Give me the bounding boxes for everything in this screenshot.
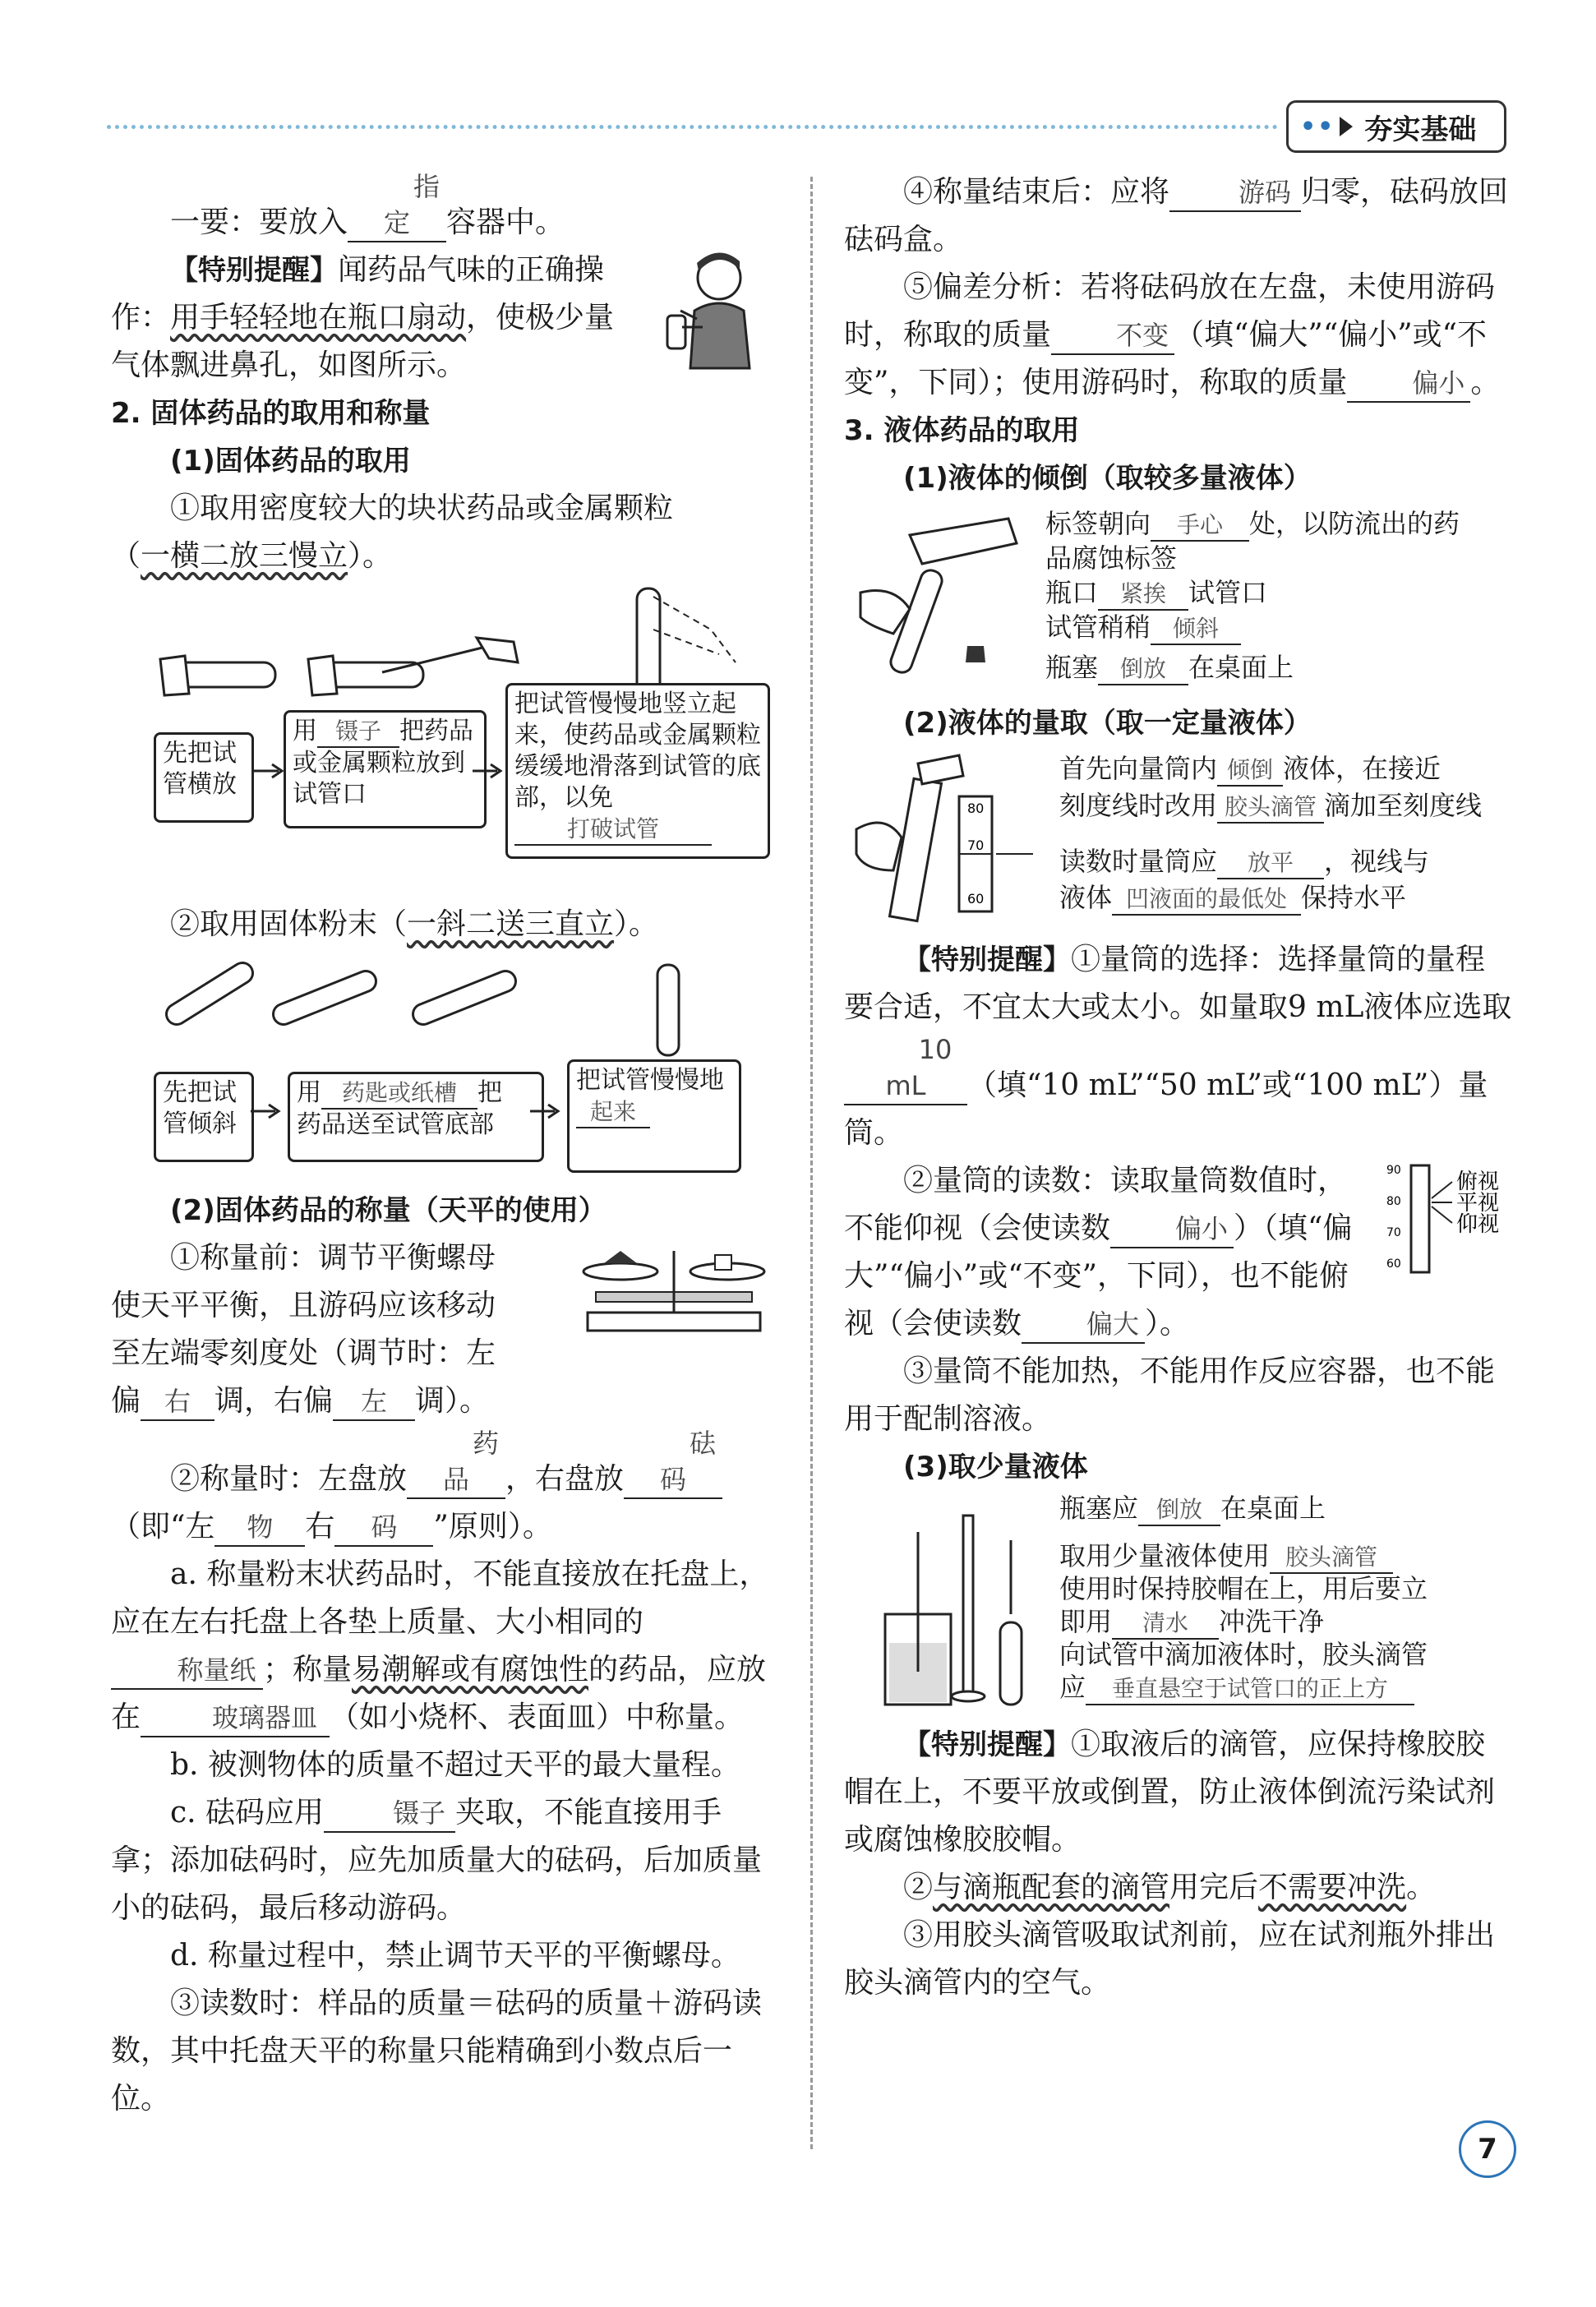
- arrow-icon: [530, 1103, 563, 1119]
- svg-text:平视: 平视: [1456, 1191, 1500, 1216]
- step-box: 用 药匙或纸槽 把 药品送至试管底部: [288, 1072, 544, 1162]
- view-angle-image: [1386, 1157, 1518, 1280]
- block-solid-figure: [111, 580, 781, 901]
- dropper-figure: 瓶塞应 倒放 在桌面上 取用少量液体使用 胶头滴管 使用时保持胶帽在上，用后要立 即用 清水 冲洗干净 向试管中滴加液体时，胶头滴管 应 垂直悬空于试管口的正上方: [844, 1491, 1514, 1721]
- left-column: 一要：要放入指定 容器中。 【特别提醒】闻药品气味的正确操 作：用手轻轻地在瓶口扇动，使极少量 气体飘进鼻孔，如图所示。 2. 固体药品的取用和称量 (1)固体药品的取用 ①取用密度较大的块状药品或金属颗粒 （一横二放三慢立）。 先把试管横放 用 镊子 把药品或金属颗粒放到试管口 把试管慢慢地竖立起来，使药品或金属颗粒缓缓地滑落到试管的底部，以免打破试管 ②取用固体粉末（一斜二送三直立）。 先把试管倾斜 用 药匙或纸槽 把 药品送至试管底部 把试管慢慢地 起来 (2)固体药品的称量（天平的使用） ①称量前：调节平衡螺母 使天平平衡，且游码应该移动 至左端零刻度处（调节时：左 偏 右 调，右偏 左 调）。 ②称量时：左盘放药品 ，右盘放砝码 （即“左 物 右 码 ”原则）。 a. 称量粉末状药品时，不能直接放在托盘上，应在左右托盘上各垫上质量、大小相同的 称量纸 ；称量易潮解或有腐蚀性的药品，应放在 玻璃器皿 （如小烧杯、表面皿）中称量。 b. 被测物体的质量不超过天平的最大量程。 c. 砝码应用 镊子 夹取，不能直接用手拿；添加砝码时，应先加质量大的砝码，后加质量小的砝码，最后移动游码。 d. 称量过程中，禁止调节天平的平衡螺母。 ③读数时：样品的质量＝砝码的质量＋游码读数，其中托盘天平的称量只能精确到小数点后一位。: [111, 168, 781, 2123]
- remind-block: 【特别提醒】闻药品气味的正确操 作：用手轻轻地在瓶口扇动，使极少量 气体飘进鼻孔，如图所示。: [111, 247, 781, 390]
- column-divider: [810, 177, 813, 2149]
- step-box: 用 镊子 把药品或金属颗粒放到试管口: [284, 710, 487, 828]
- svg-text:90: 90: [1386, 1164, 1401, 1177]
- powder-figure: [111, 948, 781, 1187]
- dots-icon: ••: [1300, 112, 1335, 141]
- subsection-heading: (2)液体的量取（取一定量液体）: [903, 707, 1312, 740]
- arrow-icon: [251, 1103, 284, 1119]
- svg-text:80: 80: [1386, 1195, 1401, 1208]
- pouring-figure: 标签朝向 手心 处，以防流出的药 品腐蚀标签 瓶口 紧挨 试管口 试管稍稍 倾斜 瓶塞 倒放 在桌面上: [844, 502, 1514, 699]
- section-heading: 2. 固体药品的取用和称量: [111, 397, 431, 430]
- subsection-heading: (3)取少量液体: [903, 1451, 1088, 1483]
- right-column: ④称量结束后：应将 游码 归零，砝码放回砝码盒。 ⑤偏差分析：若将砝码放在左盘，未使用游码时，称取的质量 不变 （填“偏大”“偏小”或“不变”，下同）；使用游码时，称取的质量 偏小 。 3. 液体药品的取用 (1)液体的倾倒（取较多量液体） 标签朝向 手心 处，以防流出的药 品腐蚀标签 瓶口 紧挨 试管口 试管稍稍 倾斜 瓶塞 倒放 在桌面上 (2)液体的量取（取一定量液体） 80 70 60 首先向量筒内 倾倒 液体，在接近 刻度线时改用 胶头滴管 滴加至刻度线 读数时量筒应 放平 ，视线与 液体 凹液面的最低处 保持水平 【特别提醒】①量筒的选择：选择量筒的量程要合适，不宜太大或太小。如量取9 mL液体应选取10 mL （填“10 mL”“50 mL”或“100 mL”）量筒。 ②量筒的读数：读取量筒数值时，不能仰视（会使读数 偏小 ）（填“偏大”“偏小”或“不变”，下同），也不能俯视（会使读数 偏大 ）。 90 80 70 60 俯视 平视 仰视 ③量筒不能加热，不能用作反应容器，也不能用于配制溶液。 (3)取少量液体 瓶塞应 倒放 在桌面上 取用少量液体使用 胶头滴管 使用时保持胶帽在上，用后要立 即用 清水 冲洗干净 向试管中滴加液体时，胶头滴管 应 垂直悬空于试管口的正上方 【特别提醒】①取液后的滴管，应保持橡胶胶帽在上，不要平放或倒置，防止液体倒流污染试剂或腐蚀橡胶胶帽。 ②与滴瓶配套的滴管用完后不需要冲洗。 ③用胶头滴管吸取试剂前，应在试剂瓶外排出胶头滴管内的空气。: [844, 168, 1514, 2007]
- section-tag: [1286, 100, 1506, 153]
- arrow-icon: [254, 763, 287, 779]
- remind-title: 【特别提醒】: [170, 254, 338, 287]
- pouring-image: [844, 502, 1041, 699]
- step-box: 先把试管倾斜: [154, 1072, 254, 1162]
- svg-text:仰视: 仰视: [1456, 1212, 1500, 1237]
- svg-text:70: 70: [967, 837, 985, 853]
- dropper-image: [844, 1491, 1049, 1721]
- subsection-heading: (1)固体药品的取用: [170, 445, 411, 478]
- reading-block: ②量筒的读数：读取量筒数值时，不能仰视（会使读数 偏小 ）（填“偏大”“偏小”或“不变”，下同），也不能俯视（会使读数 偏大 ）。 90 80 70 60 俯视 平视 仰视: [844, 1157, 1514, 1348]
- step-box: 把试管慢慢地竖立起来，使药品或金属颗粒缓缓地滑落到试管的底部，以免打破试管: [505, 683, 770, 859]
- section-heading: 3. 液体药品的取用: [844, 414, 1080, 447]
- cylinder-image: [844, 747, 1041, 936]
- subsection-heading: (1)液体的倾倒（取较多量液体）: [903, 462, 1312, 495]
- page-number: 7: [1459, 2120, 1516, 2178]
- balance-image: [571, 1234, 777, 1341]
- section-tag-label: 夯实基础: [1364, 113, 1477, 146]
- svg-text:80: 80: [967, 801, 985, 816]
- step-box: 先把试管横放: [154, 732, 254, 823]
- svg-text:60: 60: [1386, 1257, 1401, 1271]
- smelling-figure-image: [657, 245, 764, 385]
- svg-text:70: 70: [1386, 1226, 1401, 1239]
- measuring-figure: 80 70 60 首先向量筒内 倾倒 液体，在接近 刻度线时改用 胶头滴管 滴加至刻度线 读数时量筒应 放平 ，视线与 液体 凹液面的最低处 保持水平: [844, 747, 1514, 936]
- powder-illustrations: [111, 948, 781, 1064]
- arrow-icon: [1340, 117, 1353, 136]
- svg-text:60: 60: [967, 891, 985, 907]
- arrow-icon: [473, 763, 505, 779]
- step-box: 把试管慢慢地 起来: [567, 1059, 741, 1173]
- subsection-heading: (2)固体药品的称量（天平的使用）: [170, 1194, 607, 1227]
- text-line: 一要：要放入指定 容器中。: [111, 168, 781, 247]
- header-dotted-line: [107, 125, 1278, 129]
- balance-block: ①称量前：调节平衡螺母 使天平平衡，且游码应该移动 至左端零刻度处（调节时：左 偏 右 调，右偏 左 调）。: [111, 1234, 781, 1425]
- svg-text:俯视: 俯视: [1456, 1170, 1500, 1194]
